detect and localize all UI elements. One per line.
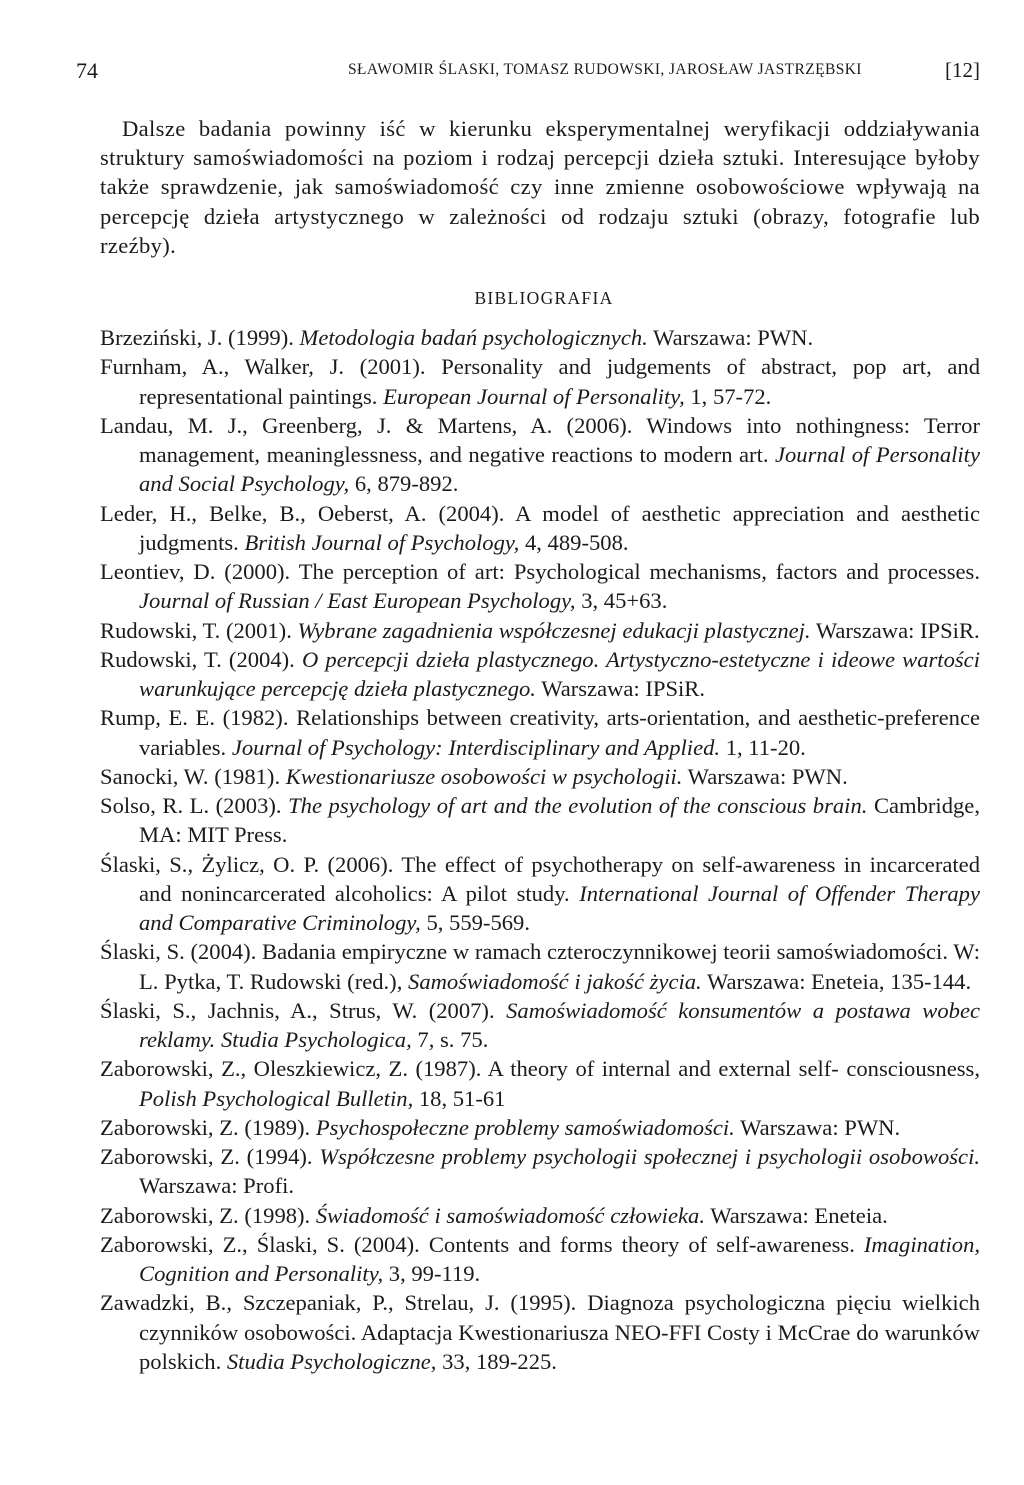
ref-title: Kwestionariusze osobowości w psychologii. bbox=[285, 763, 683, 789]
ref-authors: Zaborowski, Z. (1994). bbox=[100, 1144, 320, 1170]
ref-text: Warszawa: IPSiR. bbox=[535, 676, 706, 702]
ref-details: 3, 99-119. bbox=[383, 1261, 481, 1287]
running-head: SŁAWOMIR ŚLASKI, TOMASZ RUDOWSKI, JAROSŁAW JASTRZĘBSKI bbox=[348, 61, 862, 78]
ref-text: Badania empiryczne w ramach czteroczynnikowej teorii samoświadomości. W: L. Pytka, T. Rudowski (red.), bbox=[139, 939, 981, 994]
ref-authors: Solso, R. L. (2003). bbox=[100, 793, 289, 819]
ref-text: Personality and judgements of abstract, pop art, and representational paintings. bbox=[139, 354, 981, 409]
bibliography-entry bbox=[100, 1201, 980, 1230]
bibliography-entry bbox=[100, 996, 980, 1055]
ref-authors: Sanocki, W. (1981). bbox=[100, 763, 286, 789]
ref-details: 6, 879-892. bbox=[349, 471, 459, 497]
ref-journal: British Journal of Psychology, bbox=[244, 529, 520, 555]
ref-text: Contents and forms theory of self-awareness. bbox=[428, 1231, 864, 1257]
ref-journal: International Journal of Offender Therapy and Comparative Criminology, bbox=[139, 880, 980, 936]
ref-text: Warszawa: PWN. bbox=[734, 1114, 901, 1140]
ref-journal: Studia Psychologiczne, bbox=[226, 1348, 437, 1374]
ref-journal: Samoświadomość i jakość życia. bbox=[408, 968, 702, 994]
ref-authors: Brzeziński, J. (1999). bbox=[100, 325, 300, 351]
page-number: 74 bbox=[76, 58, 98, 83]
ref-details: Warszawa: Eneteia, 135-144. bbox=[701, 968, 972, 994]
ref-details: 1, 11-20. bbox=[720, 734, 806, 760]
ref-authors: Ślaski, S., Żylicz, O. P. (2006). bbox=[100, 851, 402, 877]
ref-journal: Polish Psychological Bulletin, bbox=[139, 1085, 414, 1111]
bibliography-entry bbox=[100, 703, 980, 762]
ref-details: 3, 45+63. bbox=[575, 588, 668, 614]
bibliography-entry bbox=[100, 937, 980, 996]
ref-title: Psychospołeczne problemy samoświadomości. bbox=[315, 1114, 735, 1140]
ref-text: Warszawa: PWN. bbox=[682, 763, 848, 789]
ref-text: Relationships between creativity, arts-orientation, and aesthetic-preference variables. bbox=[139, 705, 981, 760]
page-header bbox=[76, 58, 980, 88]
ref-title: Samoświadomość konsumentów a postawa wobec reklamy. bbox=[139, 997, 981, 1053]
ref-authors: Furnham, A., Walker, J. (2001). bbox=[100, 354, 442, 380]
ref-title: O percepcji dzieła plastycznego. Artystyczno-estetyczne i ideowe wartości warunkujące percepcję dzieła plastycznego. bbox=[139, 646, 980, 702]
ref-authors: Rudowski, T. (2001). bbox=[100, 617, 298, 643]
ref-text: A model of aesthetic appreciation and aesthetic judgments. bbox=[139, 500, 980, 555]
ref-authors: Leontiev, D. (2000). bbox=[100, 559, 299, 585]
ref-authors: Rudowski, T. (2004). bbox=[100, 646, 302, 672]
ref-text: Warszawa: Eneteia. bbox=[704, 1202, 888, 1228]
ref-authors: Zaborowski, Z., Ślaski, S. (2004). bbox=[100, 1231, 429, 1257]
ref-title: The psychology of art and the evolution of the conscious brain. bbox=[288, 793, 868, 819]
bibliography-entry bbox=[100, 499, 980, 558]
ref-authors: Ślaski, S. (2004). bbox=[100, 939, 263, 965]
ref-title: Świadomość i samoświadomość człowieka. bbox=[315, 1202, 705, 1228]
ref-details: 4, 489-508. bbox=[519, 529, 629, 555]
ref-details: 1, 57-72. bbox=[684, 383, 772, 409]
ref-details: 5, 559-569. bbox=[420, 910, 530, 936]
bibliography-entry bbox=[100, 1288, 980, 1376]
ref-authors: Zaborowski, Z. (1998). bbox=[100, 1202, 316, 1228]
ref-journal: Journal of Russian / East European Psychology, bbox=[139, 588, 576, 614]
bibliography-entry bbox=[100, 1230, 980, 1289]
ref-journal: Studia Psychologica, bbox=[221, 1027, 412, 1053]
bibliography-entry bbox=[100, 411, 980, 499]
body-paragraph: Dalsze badania powinny iść w kierunku eksperymentalnej weryfikacji oddziaływania struktury samoświadomości na poziom i rodzaj percepcji dzieła sztuki. Interesujące byłoby także sprawdzenie, jak samoświadomość czy inne zmienne osobowościowe wpływają na percepcję dzieła artystycznego w zależności od rodzaju sztuki (obrazy, fotografie lub rzeźby). bbox=[100, 116, 980, 258]
ref-details: 33, 189-225. bbox=[436, 1348, 557, 1374]
ref-authors: Leder, H., Belke, B., Oeberst, A. (2004). bbox=[100, 500, 516, 526]
ref-authors: Zaborowski, Z. (1989). bbox=[100, 1114, 316, 1140]
ref-journal: European Journal of Personality, bbox=[383, 383, 685, 409]
ref-authors: Landau, M. J., Greenberg, J. & Martens, A. (2006). bbox=[100, 412, 647, 438]
ref-title: Współczesne problemy psychologii społecznej i psychologii osobowości. bbox=[319, 1144, 981, 1170]
ref-text: Warszawa: IPSiR. bbox=[810, 617, 980, 643]
ref-authors: Ślaski, S., Jachnis, A., Strus, W. (2007). bbox=[100, 997, 507, 1023]
page-content bbox=[100, 114, 980, 1376]
bibliography-entry bbox=[100, 323, 980, 352]
ref-text: Warszawa: PWN. bbox=[647, 325, 814, 351]
ref-text: Diagnoza psychologiczna pięciu wielkich czynników osobowości. Adaptacja Kwestionariusza NEO-FFI Costy i McCrae do warunków polskich. bbox=[139, 1290, 980, 1374]
ref-details: 7, s. 75. bbox=[411, 1027, 489, 1053]
bibliography-entry bbox=[100, 791, 980, 850]
ref-journal: Journal of Personality and Social Psychology, bbox=[139, 442, 980, 497]
ref-authors: Zaborowski, Z., Oleszkiewicz, Z. (1987). bbox=[100, 1056, 488, 1082]
bibliography-entry bbox=[100, 352, 980, 411]
issue-number: [12] bbox=[945, 58, 980, 82]
ref-text: Cambridge, MA: MIT Press. bbox=[139, 793, 980, 848]
ref-authors: Rump, E. E. (1982). bbox=[100, 705, 297, 731]
ref-authors: Zawadzki, B., Szczepaniak, P., Strelau, J. (1995). bbox=[100, 1290, 588, 1316]
ref-text: Warszawa: Profi. bbox=[139, 1173, 295, 1199]
bibliography-heading: BIBLIOGRAFIA bbox=[474, 288, 614, 309]
bibliography-entry bbox=[100, 616, 980, 645]
bibliography-entry bbox=[100, 1113, 980, 1142]
ref-title: Metodologia badań psychologicznych. bbox=[299, 325, 648, 351]
ref-details: 18, 51-61 bbox=[413, 1085, 506, 1111]
ref-text: Windows into nothingness: Terror management, meaninglessness, and negative reactions to modern art. bbox=[139, 412, 980, 468]
ref-text: The perception of art: Psychological mechanisms, factors and processes. bbox=[298, 559, 980, 585]
bibliography-entry bbox=[100, 557, 980, 616]
ref-journal: Imagination, Cognition and Personality, bbox=[139, 1231, 981, 1287]
bibliography-entry bbox=[100, 762, 980, 791]
bibliography-entry bbox=[100, 645, 980, 704]
ref-text: The effect of psychotherapy on self-awareness in incarcerated and nonincarcerated alcoholics: A pilot study. bbox=[139, 851, 980, 906]
bibliography-list bbox=[100, 323, 980, 1376]
bibliography-entry bbox=[100, 1054, 980, 1113]
bibliography-entry bbox=[100, 1142, 980, 1201]
bibliography-entry bbox=[100, 850, 980, 938]
ref-text: A theory of internal and external self- consciousness, bbox=[487, 1056, 980, 1082]
ref-title: Wybrane zagadnienia współczesnej edukacji plastycznej. bbox=[297, 617, 811, 643]
ref-journal: Journal of Psychology: Interdisciplinary and Applied. bbox=[231, 734, 721, 760]
